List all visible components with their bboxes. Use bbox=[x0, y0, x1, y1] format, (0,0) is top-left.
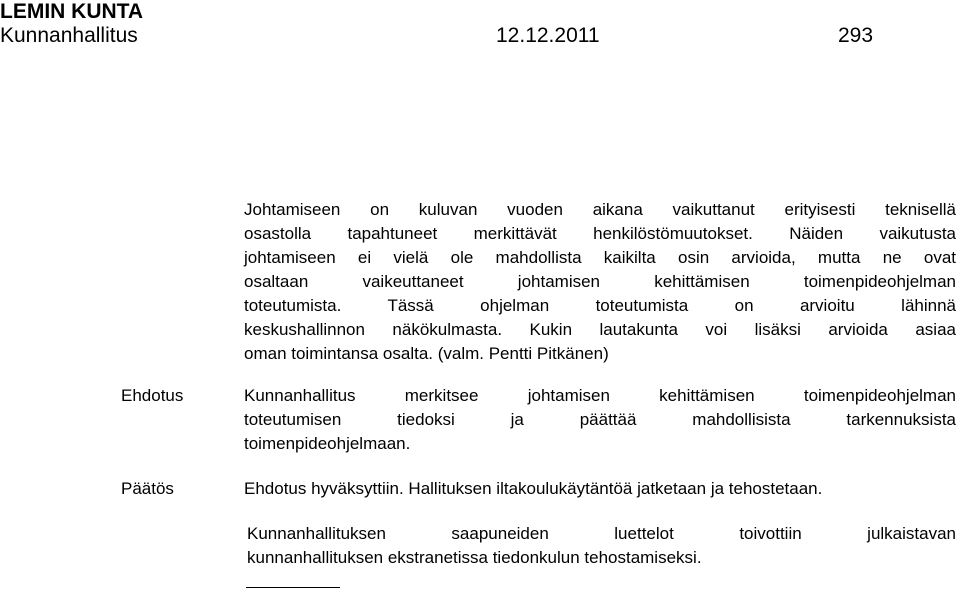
intro-paragraph bbox=[244, 198, 956, 366]
text-line: kunnanhallituksen ekstranetissa tiedonkulun tehostamiseksi. bbox=[247, 548, 702, 567]
text-line: oman toimintansa osalta. (valm. Pentti Pitkänen) bbox=[244, 344, 609, 363]
decision-note bbox=[247, 522, 956, 570]
proposal-paragraph bbox=[244, 384, 956, 456]
page-number: 293 bbox=[838, 24, 874, 47]
text-line: keskushallinnon näkökulmasta. Kukin lautakunta voi lisäksi arvioida asiaa bbox=[244, 320, 956, 339]
text-line: toteutumisen tiedoksi ja päättää mahdollisista tarkennuksista bbox=[244, 410, 956, 429]
text-line: Johtamiseen on kuluvan vuoden aikana vaikuttanut erityisesti teknisellä bbox=[244, 200, 956, 219]
body-name: Kunnanhallitus bbox=[0, 24, 138, 47]
text-line: Ehdotus hyväksyttiin. Hallituksen iltakoulukäytäntöä jatketaan ja tehostetaan. bbox=[244, 479, 823, 498]
decision-paragraph bbox=[244, 477, 956, 501]
decision-label: Päätös bbox=[121, 479, 174, 498]
closing-rule bbox=[246, 587, 340, 588]
meeting-date: 12.12.2011 bbox=[496, 24, 600, 47]
text-line: Kunnanhallitus merkitsee johtamisen kehittämisen toimenpideohjelman bbox=[244, 386, 956, 405]
text-line: osaltaan vaikeuttaneet johtamisen kehittämisen toimenpideohjelman bbox=[244, 272, 956, 291]
text-line: Kunnanhallituksen saapuneiden luettelot toivottiin julkaistavan bbox=[247, 524, 956, 543]
organization-name: LEMIN KUNTA bbox=[0, 0, 144, 23]
text-line: toimenpideohjelmaan. bbox=[244, 434, 411, 453]
text-line: johtamiseen ei vielä ole mahdollista kaikilta osin arvioida, mutta ne ovat bbox=[244, 248, 956, 267]
text-line: toteutumista. Tässä ohjelman toteutumista on arvioitu lähinnä bbox=[244, 296, 956, 315]
text-line: osastolla tapahtuneet merkittävät henkilöstömuutokset. Näiden vaikutusta bbox=[244, 224, 956, 243]
proposal-label: Ehdotus bbox=[121, 386, 184, 405]
